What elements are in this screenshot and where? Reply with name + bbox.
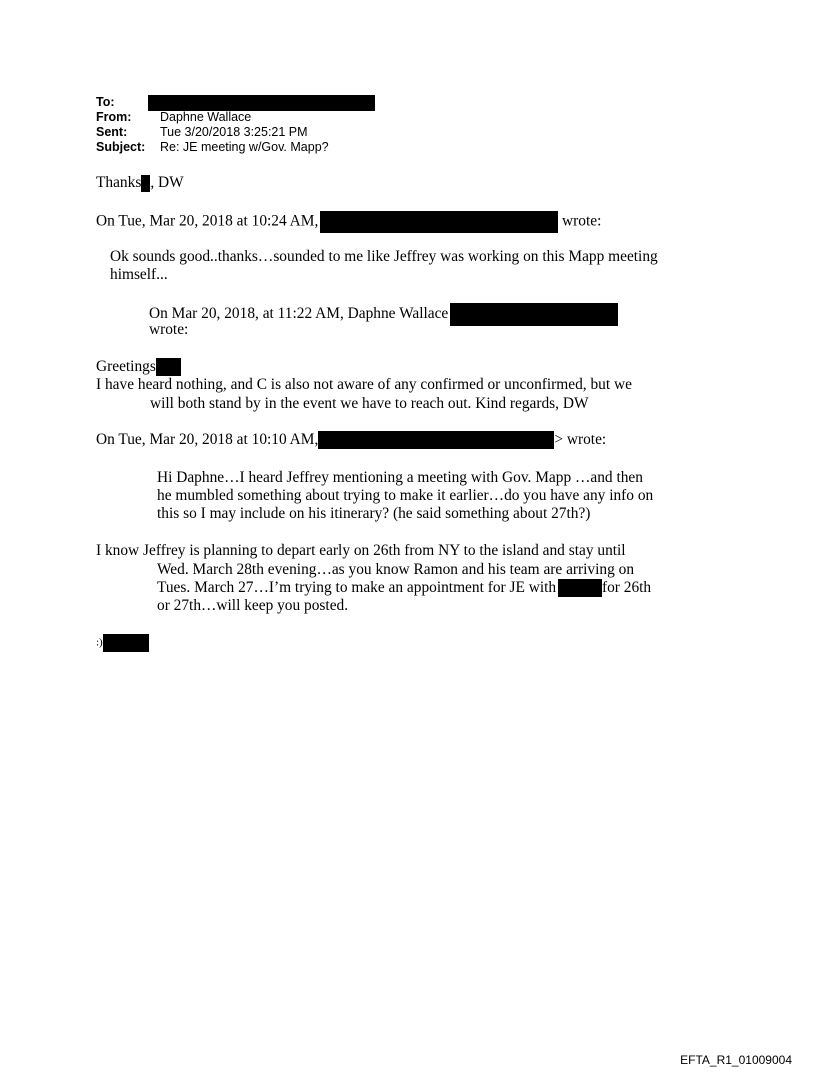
thanks-text: Thanks (96, 174, 142, 191)
para2-line3-text: Tues. March 27…I’m trying to make an appointment for JE with (157, 579, 557, 596)
para2-line3 (157, 579, 651, 597)
smiley-text: :) (96, 636, 103, 649)
sent-row (96, 125, 375, 140)
quote3-line2: he mumbled something about trying to make it earlier…do you have any info on (157, 487, 654, 504)
para2-line3-tail: for 26th (601, 579, 652, 596)
subject-row (96, 140, 375, 155)
greetings-text: Greetings (96, 358, 156, 375)
redaction-bar (141, 175, 150, 192)
greetings-line (96, 358, 181, 376)
sent-value: Tue 3/20/2018 3:25:21 PM (160, 125, 308, 139)
quote3-intro-text: On Tue, Mar 20, 2018 at 10:10 AM, (96, 431, 319, 448)
to-label: To: (96, 95, 115, 109)
quote2-intro (149, 303, 618, 326)
quote1-line2: himself... (110, 266, 168, 283)
para1-line1: I have heard nothing, and C is also not aware of any confirmed or unconfirmed, but we (96, 376, 632, 393)
quote1-wrote: wrote: (562, 212, 602, 230)
para1-line2: will both stand by in the event we have to reach out. Kind regards, DW (150, 395, 589, 412)
thanks-line (96, 174, 184, 192)
thanks-signoff: , DW (150, 174, 184, 191)
para2-line2: Wed. March 28th evening…as you know Ramon and his team are arriving on (157, 561, 635, 578)
subject-label: Subject: (96, 140, 146, 154)
redaction-bar (318, 431, 554, 449)
para2-line1: I know Jeffrey is planning to depart early on 26th from NY to the island and stay until (96, 542, 626, 559)
quote3-line1: Hi Daphne…I heard Jeffrey mentioning a meeting with Gov. Mapp …and then (157, 469, 643, 486)
quote1-intro (96, 211, 601, 233)
quote1-line1: Ok sounds good..thanks…sounded to me like Jeffrey was working on this Mapp meeting (110, 248, 658, 265)
signature-line (96, 634, 149, 652)
redaction-bar (450, 303, 618, 326)
redaction-bar (320, 211, 558, 233)
quote3-wrote: > wrote: (554, 431, 607, 448)
email-header (96, 95, 375, 155)
redaction-bar (148, 95, 375, 111)
quote3-line3: this so I may include on his itinerary? (he said something about 27th?) (157, 505, 591, 522)
from-label: From: (96, 110, 132, 124)
redaction-bar (156, 358, 181, 376)
document-id: EFTA_R1_01009004 (680, 1053, 792, 1067)
redaction-bar (558, 579, 602, 597)
from-value: Daphne Wallace (160, 110, 252, 124)
from-row (96, 110, 375, 125)
to-row (96, 95, 375, 110)
para2-line4: or 27th…will keep you posted. (157, 597, 349, 614)
quote1-intro-text: On Tue, Mar 20, 2018 at 10:24 AM, (96, 212, 319, 230)
quote2-intro-text: On Mar 20, 2018, at 11:22 AM, Daphne Wallace (149, 305, 449, 323)
sent-label: Sent: (96, 125, 128, 139)
quote2-wrote: wrote: (149, 321, 189, 338)
subject-value: Re: JE meeting w/Gov. Mapp? (160, 140, 329, 154)
quote3-intro (96, 431, 606, 449)
redaction-bar (103, 634, 149, 652)
